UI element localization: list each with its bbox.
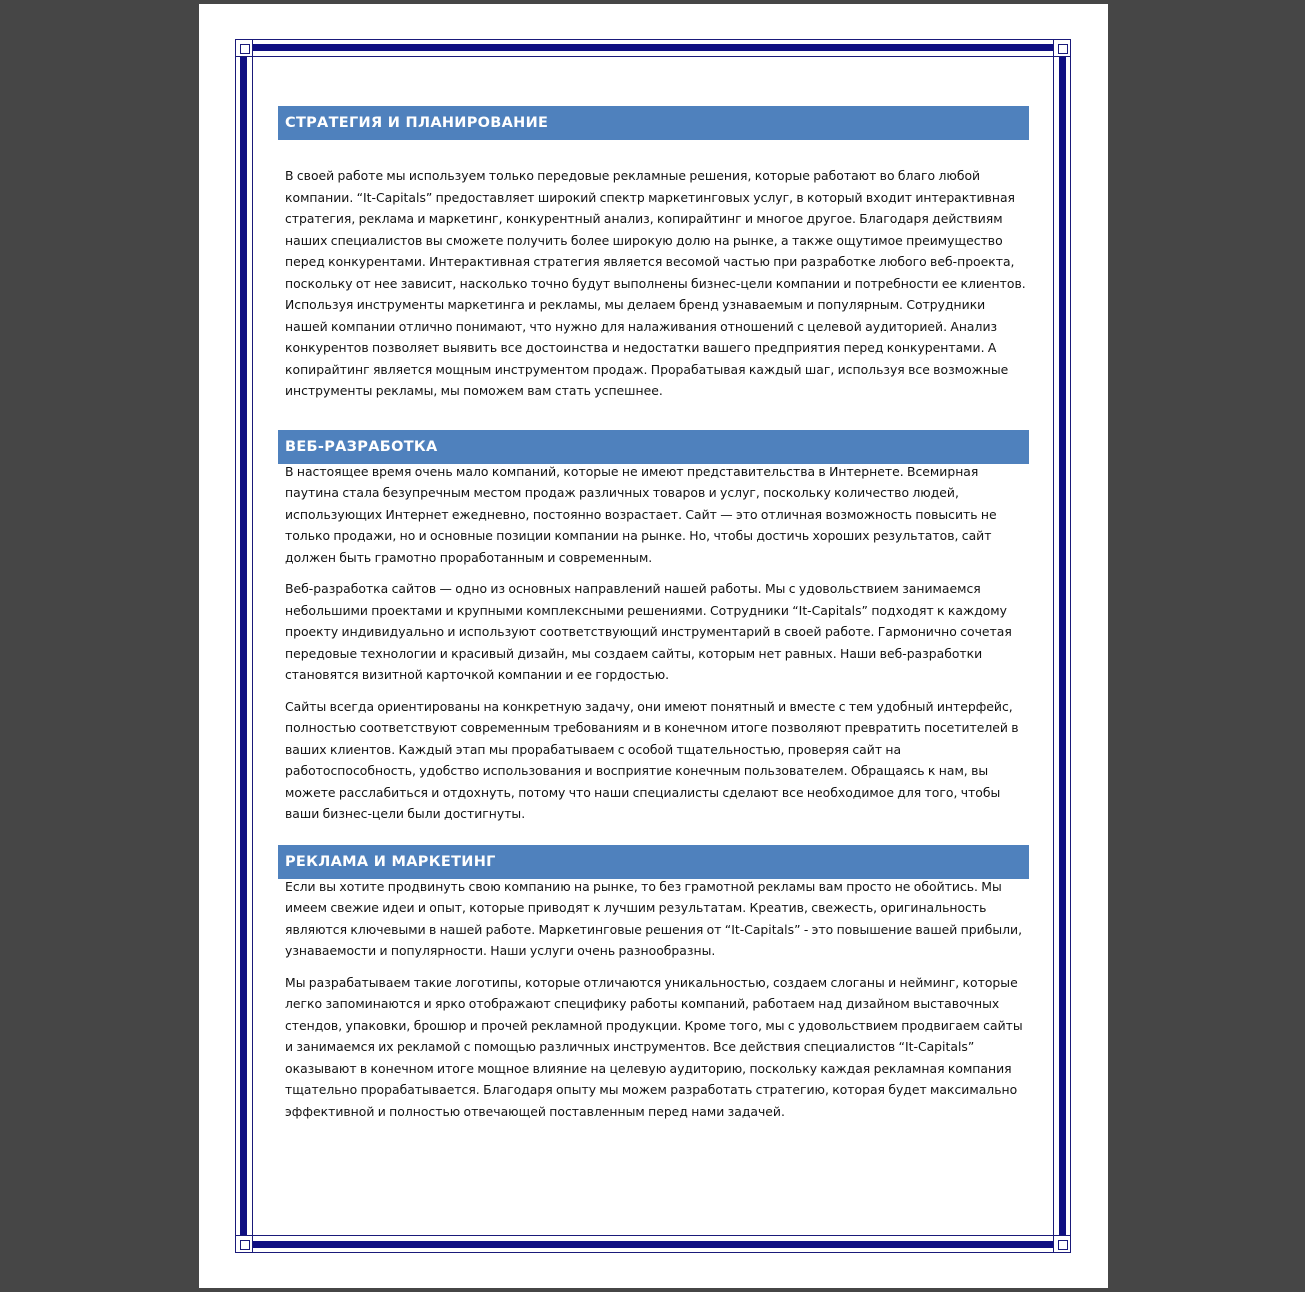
border-corner-ornament [1053,39,1071,57]
paragraph: В настоящее время очень мало компаний, которые не имеют представительства в Интернете. Всемирная паутина стала безупречным местом продаж различных товаров и услуг, поскольку количество людей, использующих Интернет ежедневно, постоянно возрастает. Сайт — это отличная возможность повысить не только продажи, но и основные позиции компании на рынке. Но, чтобы достичь хороших результатов, сайт должен быть грамотно проработанным и современным. [285,463,997,565]
paragraph: В своей работе мы используем только передовые рекламные решения, которые работают во благо любой компании. “It-Capitals” предоставляет широкий спектр маркетинговых услуг, в который входит интерактивная стратегия, реклама и маркетинг, конкурентный анализ, копирайтинг и многое другое. Благодаря действиям наших специалистов вы сможете получить более широкую долю на рынке, а также ощутимое преимущество перед конкурентами. Интерактивная стратегия является весомой частью при разработке любого веб-проекта, поскольку от нее зависит, насколько точно будут выполнены бизнес-цели компании и потребности ее клиентов. Используя инструменты маркетинга и рекламы, мы делаем бренд узнаваемым и популярным. Сотрудники нашей компании отлично понимают, что нужно для налаживания отношений с целевой аудиторией. Анализ конкурентов позволяет выявить все достоинства и недостатки вашего предприятия перед конкурентами. А копирайтинг является мощным инструментом продаж. Прорабатывая каждый шаг, используя все возможные инструменты рекламы, мы поможем вам стать успешнее. [285,168,1026,398]
border-corner-ornament [235,1235,253,1253]
section-web-development [278,430,1029,825]
border-corner-ornament [1053,1235,1071,1253]
document-body [278,106,1029,1132]
section-heading: РЕКЛАМА И МАРКЕТИНГ [278,845,1029,879]
paragraph: Сайты всегда ориентированы на конкретную задачу, они имеют понятный и вместе с тем удобный интерфейс, полностью соответствуют современным требованиям и в конечном итоге позволяют превратить посетителей в ваших клиентов. Каждый этап мы прорабатываем с особой тщательностью, проверяя сайт на работоспособность, удобство использования и восприятие конечным пользователем. Обращаясь к нам, вы можете расслабиться и отдохнуть, потому что наши специалисты сделают все необходимое для того, чтобы ваши бизнес-цели были достигнуты. [285,698,1019,821]
paragraph: Мы разрабатываем такие логотипы, которые отличаются уникальностью, создаем слоганы и нейминг, которые легко запоминаются и ярко отображают специфику работы компаний, работаем над дизайном выставочных стендов, упаковки, брошюр и прочей рекламной продукции. Кроме того, мы с удовольствием продвигаем сайты и занимаемся их рекламой с помощью различных инструментов. Все действия специалистов “It-Capitals” оказывают в конечном итоге мощное влияние на целевую аудиторию, поскольку каждая рекламная компания тщательно прорабатывается. Благодаря опыту мы можем разработать стратегию, которая будет максимально эффективной и полностью отвечающей поставленным перед нами задачей. [285,974,1023,1119]
document-page [199,4,1108,1288]
section-heading: СТРАТЕГИЯ И ПЛАНИРОВАНИЕ [278,106,1029,140]
border-corner-ornament [235,39,253,57]
paragraph: Если вы хотите продвинуть свою компанию на рынке, то без грамотной рекламы вам просто не обойтись. Мы имеем свежие идеи и опыт, которые приводят к лучшим результатам. Креатив, свежесть, оригинальность являются ключевыми в нашей работе. Маркетинговые решения от “It-Capitals” - это повышение вашей прибыли, узнаваемости и популярности. Наши услуги очень разнообразны. [285,878,1023,958]
paragraph: Веб-разработка сайтов — одно из основных направлений нашей работы. Мы с удовольствием занимаемся небольшими проектами и крупными комплексными решениями. Сотрудники “It-Capitals” подходят к каждому проекту индивидуально и используют соответствующий инструментарий в своей работе. Гармонично сочетая передовые технологии и красивый дизайн, мы создаем сайты, которым нет равных. Наши веб-разработки становятся визитной карточкой компании и ее гордостью. [285,581,1012,682]
section-advertising-marketing [278,845,1029,1123]
section-heading: ВЕБ-РАЗРАБОТКА [278,430,1029,464]
section-strategy [278,106,1029,402]
